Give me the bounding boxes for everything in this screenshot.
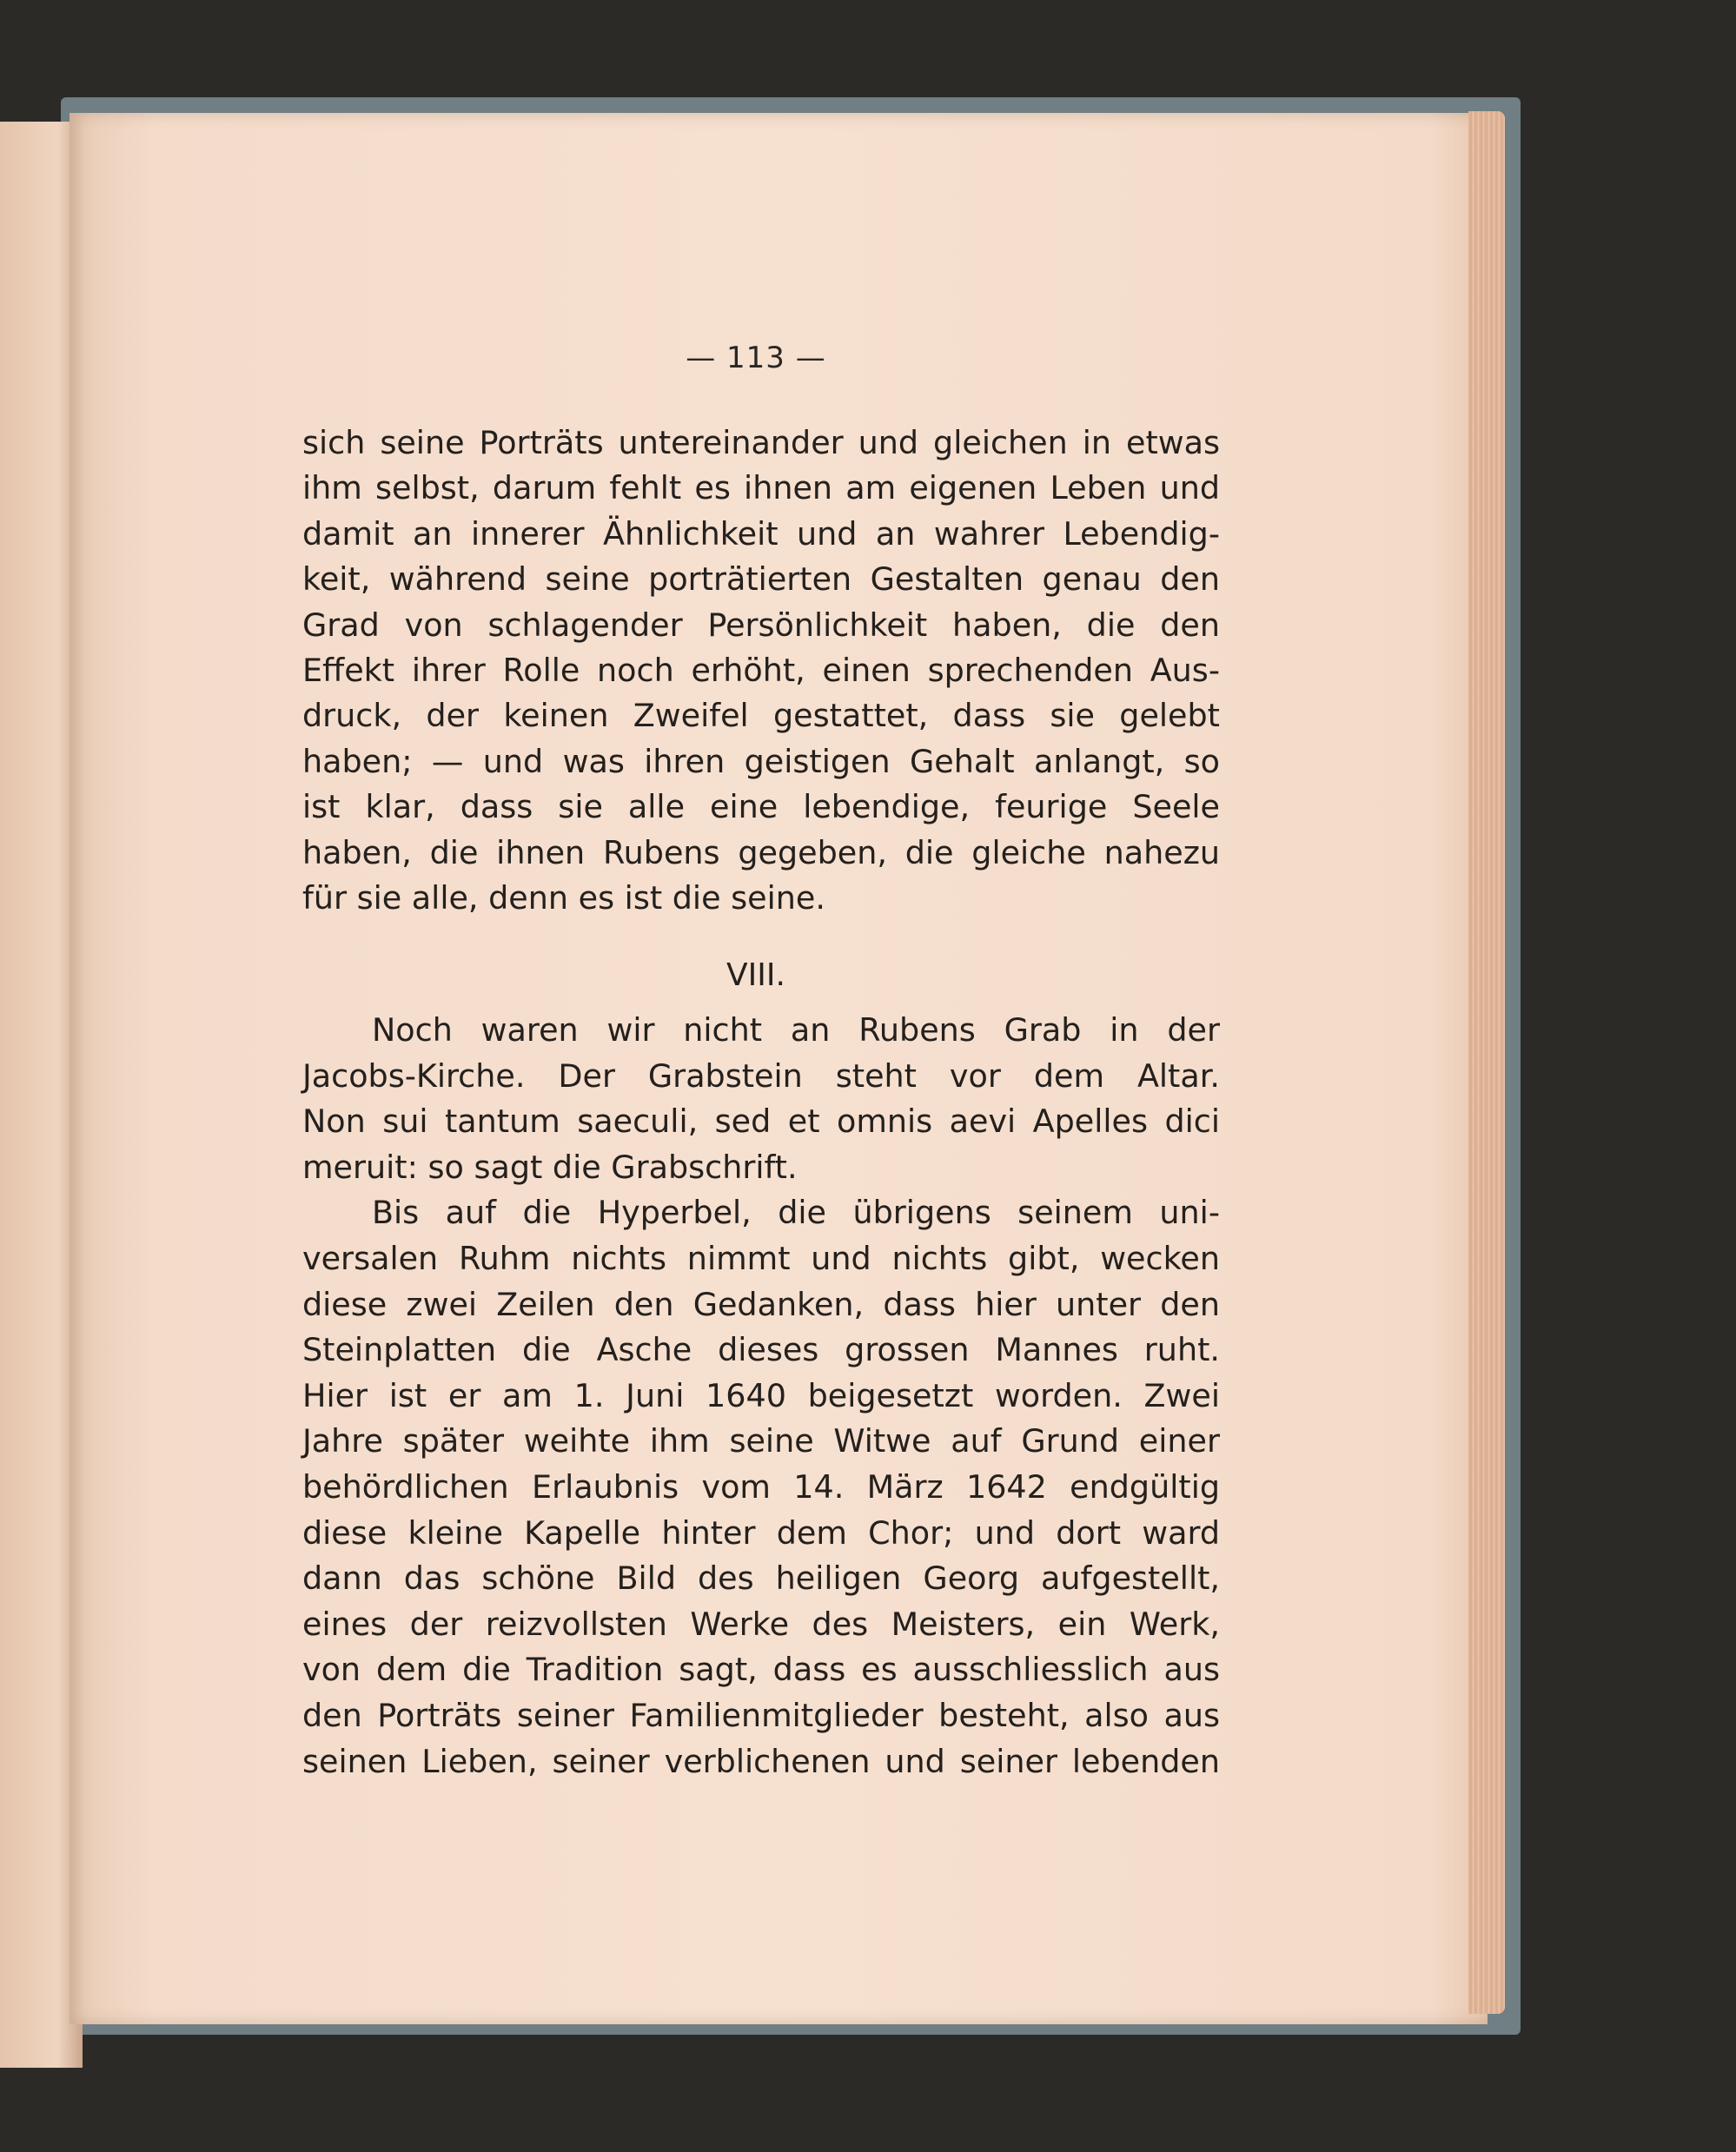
text-line: Bis auf die Hyperbel, die übrigens seinem uni-	[372, 1194, 1220, 1232]
paragraph-1	[302, 420, 1220, 921]
text-line: behördlichen Erlaubnis vom 14. März 1642 endgültig	[302, 1467, 1220, 1506]
text-line: Effekt ihrer Rolle noch erhöht, einen sprechenden Aus-	[302, 651, 1220, 689]
text-line: versalen Ruhm nichts nimmt und nichts gibt, wecken	[302, 1239, 1220, 1277]
text-line: den Porträts seiner Familienmitglieder besteht, also aus	[302, 1696, 1220, 1734]
text-line: damit an innerer Ähnlichkeit und an wahrer Lebendig-	[302, 514, 1220, 553]
text-line: Jacobs-Kirche. Der Grabstein steht vor dem Altar.	[302, 1056, 1220, 1095]
text-line: Noch waren wir nicht an Rubens Grab in der	[372, 1011, 1220, 1049]
text-line: diese kleine Kapelle hinter dem Chor; und dort ward	[302, 1513, 1220, 1552]
text-line: haben, die ihnen Rubens gegeben, die gleiche nahezu	[302, 833, 1220, 871]
text-line: diese zwei Zeilen den Gedanken, dass hier unter den	[302, 1285, 1220, 1323]
text-line: für sie alle, denn es ist die seine.	[302, 878, 825, 917]
section-heading: VIII.	[726, 957, 785, 993]
text-line: eines der reizvollsten Werke des Meisters, ein Werk,	[302, 1605, 1220, 1643]
page-edges	[1468, 111, 1505, 2014]
text-line: ist klar, dass sie alle eine lebendige, feurige Seele	[302, 788, 1220, 826]
text-line: von dem die Tradition sagt, dass es ausschliesslich aus	[302, 1651, 1220, 1689]
text-line: keit, während seine porträtierten Gestalten genau den	[302, 560, 1220, 599]
text-line: Steinplatten die Asche dieses grossen Mannes ruht.	[302, 1331, 1220, 1369]
paragraph-2-3	[302, 1008, 1220, 1785]
text-line: seinen Lieben, seiner verblichenen und seiner lebenden	[302, 1742, 1220, 1780]
text-line: meruit: so sagt die Grabschrift.	[302, 1148, 798, 1186]
text-line: ihm selbst, darum fehlt es ihnen am eigenen Leben und	[302, 469, 1220, 507]
text-line: sich seine Porträts untereinander und gleichen in etwas	[302, 424, 1220, 461]
text-line: Non sui tantum saeculi, sed et omnis aevi Apelles dici	[302, 1102, 1220, 1141]
text-line: Grad von schlagender Persönlichkeit haben, die den	[302, 606, 1220, 644]
text-line: haben; — und was ihren geistigen Gehalt anlangt, so	[302, 742, 1220, 780]
text-line: Hier ist er am 1. Juni 1640 beigesetzt worden. Zwei	[302, 1376, 1220, 1414]
text-line: druck, der keinen Zweifel gestattet, dass sie gelebt	[302, 697, 1220, 735]
text-line: Jahre später weihte ihm seine Witwe auf Grund einer	[302, 1422, 1220, 1460]
page-number: — 113 —	[686, 341, 826, 375]
text-line: dann das schöne Bild des heiligen Georg aufgestellt,	[302, 1559, 1220, 1598]
